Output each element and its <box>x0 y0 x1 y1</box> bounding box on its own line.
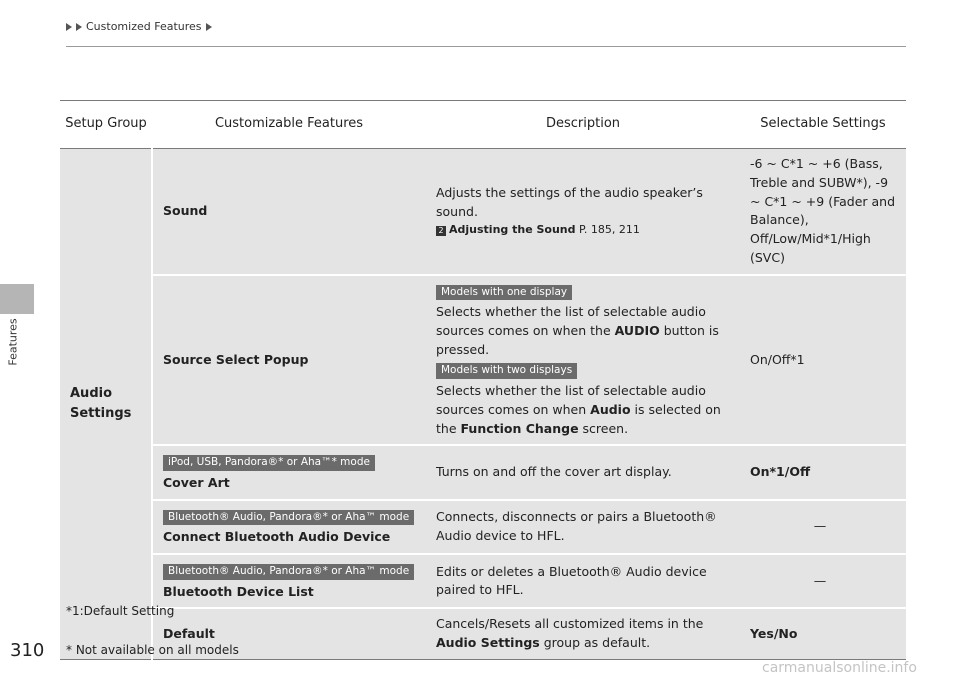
cross-reference[interactable]: 2 Adjusting the Sound P. 185, 211 <box>436 222 734 239</box>
settings-text: On/Off*1 <box>750 351 805 367</box>
header-customizable-features: Customizable Features <box>152 101 426 149</box>
arrow-icon <box>76 23 82 31</box>
header-setup-group: Setup Group <box>60 101 152 149</box>
availability-note: * Not available on all models <box>66 643 239 657</box>
section-tab <box>0 284 34 314</box>
feature-name: Source Select Popup <box>163 351 309 367</box>
table-row <box>60 554 906 608</box>
feature-cell <box>152 149 426 275</box>
customizable-features-table <box>60 100 906 660</box>
header-selectable-settings: Selectable Settings <box>740 101 906 149</box>
settings-cell <box>740 275 906 446</box>
settings-cell <box>740 149 906 275</box>
model-tag: Models with two displays <box>436 363 577 379</box>
breadcrumb <box>66 20 212 33</box>
settings-cell <box>740 500 906 554</box>
feature-name: Cover Art <box>163 474 230 490</box>
arrow-icon <box>206 23 212 31</box>
watermark: carmanualsonline.info <box>762 660 917 676</box>
page-number: 310 <box>10 640 45 661</box>
feature-cell <box>152 554 426 608</box>
mode-tag: Bluetooth® Audio, Pandora®* or Aha™ mode <box>163 564 414 580</box>
feature-cell <box>152 275 426 446</box>
settings-cell <box>740 554 906 608</box>
settings-cell <box>740 445 906 499</box>
description-cell <box>426 445 740 499</box>
description-text: Adjusts the settings of the audio speaker’s sound. <box>436 185 703 219</box>
feature-name: Default <box>163 625 215 641</box>
table-row <box>60 500 906 554</box>
description-cell <box>426 554 740 608</box>
default-setting-footnote: *1:Default Setting <box>66 604 175 618</box>
settings-text: On*1/Off <box>750 464 811 480</box>
settings-cell <box>740 608 906 659</box>
description-cell <box>426 500 740 554</box>
table-row <box>60 149 906 275</box>
feature-name: Connect Bluetooth Audio Device <box>163 529 391 545</box>
description-text: Connects, disconnects or pairs a Bluetooth® Audio device to HFL. <box>436 509 717 543</box>
description-cell: Models with one display Selects whether the list of selectable audio sources comes on when the AUDIO button is pressed. Models with two displays Selects whether the list of selectable audio sources comes on when Audio is selected on the Function Change screen. <box>426 275 740 446</box>
table-row <box>60 275 906 446</box>
reference-arrow-icon: 2 <box>436 226 446 236</box>
table-row <box>60 445 906 499</box>
settings-text: — <box>813 572 827 588</box>
table-header-row <box>60 101 906 149</box>
header-description: Description <box>426 101 740 149</box>
arrow-icon <box>66 23 72 31</box>
description-text: Turns on and off the cover art display. <box>436 464 672 480</box>
section-label: Features <box>6 318 20 366</box>
breadcrumb-label[interactable]: Customized Features <box>86 20 202 33</box>
model-tag: Models with one display <box>436 285 572 301</box>
setup-group-cell: Audio Settings <box>60 149 152 660</box>
description-text: Edits or deletes a Bluetooth® Audio device paired to HFL. <box>436 563 707 598</box>
description-cell <box>426 149 740 275</box>
mode-tag: iPod, USB, Pandora®* or Aha™* mode <box>163 455 375 471</box>
feature-cell <box>152 500 426 554</box>
header-divider <box>66 46 906 47</box>
settings-text: Yes/No <box>750 625 798 641</box>
feature-name: Bluetooth Device List <box>163 583 314 599</box>
settings-text: — <box>813 518 827 534</box>
feature-cell <box>152 445 426 499</box>
description-cell: Cancels/Resets all customized items in the Audio Settings group as default. <box>426 608 740 659</box>
settings-text: -6 ~ C*1 ~ +6 (Bass, Treble and SUBW*), -9 ~ C*1 ~ +9 (Fader and Balance), Off/Low/Mid*1/High (SVC) <box>750 156 896 265</box>
mode-tag: Bluetooth® Audio, Pandora®* or Aha™ mode <box>163 510 414 526</box>
feature-name: Sound <box>163 202 208 218</box>
